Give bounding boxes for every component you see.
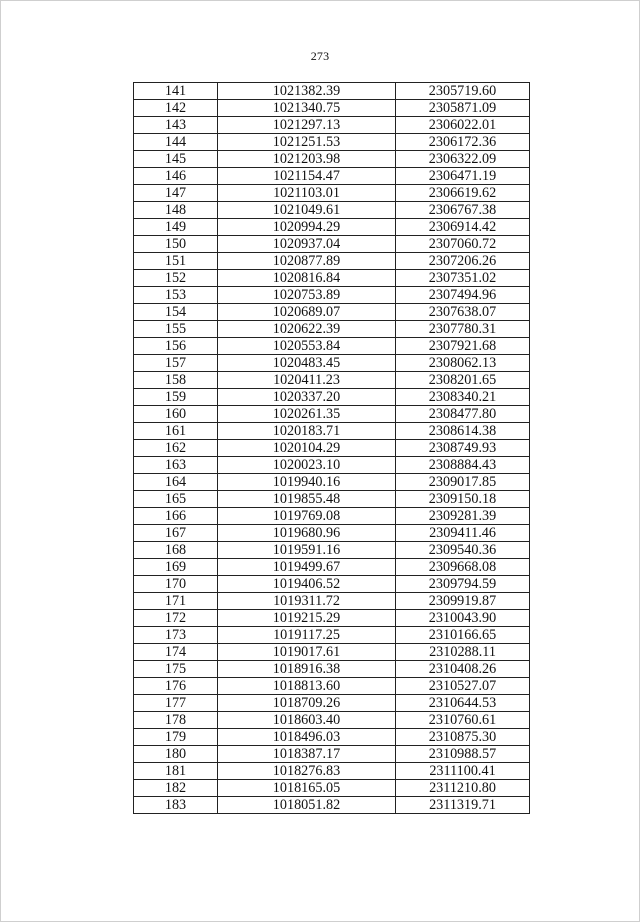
y-coordinate-cell: 2308340.21 xyxy=(396,389,530,406)
y-coordinate-cell: 2305871.09 xyxy=(396,100,530,117)
x-coordinate-cell: 1019680.96 xyxy=(218,525,396,542)
point-number-cell: 146 xyxy=(134,168,218,185)
y-coordinate-cell: 2309540.36 xyxy=(396,542,530,559)
y-coordinate-cell: 2306767.38 xyxy=(396,202,530,219)
point-number-cell: 179 xyxy=(134,729,218,746)
table-row xyxy=(134,372,530,389)
table-row xyxy=(134,202,530,219)
y-coordinate-cell: 2305719.60 xyxy=(396,83,530,100)
x-coordinate-cell: 1019591.16 xyxy=(218,542,396,559)
y-coordinate-cell: 2306619.62 xyxy=(396,185,530,202)
point-number-cell: 151 xyxy=(134,253,218,270)
point-number-cell: 176 xyxy=(134,678,218,695)
table-row xyxy=(134,508,530,525)
x-coordinate-cell: 1020483.45 xyxy=(218,355,396,372)
table-row xyxy=(134,746,530,763)
x-coordinate-cell: 1018165.05 xyxy=(218,780,396,797)
y-coordinate-cell: 2306022.01 xyxy=(396,117,530,134)
point-number-cell: 163 xyxy=(134,457,218,474)
y-coordinate-cell: 2310043.90 xyxy=(396,610,530,627)
table-row xyxy=(134,100,530,117)
x-coordinate-cell: 1018496.03 xyxy=(218,729,396,746)
y-coordinate-cell: 2309017.85 xyxy=(396,474,530,491)
table-row xyxy=(134,440,530,457)
y-coordinate-cell: 2310166.65 xyxy=(396,627,530,644)
y-coordinate-cell: 2308201.65 xyxy=(396,372,530,389)
y-coordinate-cell: 2310875.30 xyxy=(396,729,530,746)
table-row xyxy=(134,406,530,423)
x-coordinate-cell: 1021154.47 xyxy=(218,168,396,185)
y-coordinate-cell: 2308477.80 xyxy=(396,406,530,423)
point-number-cell: 168 xyxy=(134,542,218,559)
point-number-cell: 177 xyxy=(134,695,218,712)
x-coordinate-cell: 1018916.38 xyxy=(218,661,396,678)
y-coordinate-cell: 2309150.18 xyxy=(396,491,530,508)
point-number-cell: 174 xyxy=(134,644,218,661)
y-coordinate-cell: 2309668.08 xyxy=(396,559,530,576)
table-row xyxy=(134,695,530,712)
y-coordinate-cell: 2306914.42 xyxy=(396,219,530,236)
y-coordinate-cell: 2307921.68 xyxy=(396,338,530,355)
y-coordinate-cell: 2306172.36 xyxy=(396,134,530,151)
x-coordinate-cell: 1018387.17 xyxy=(218,746,396,763)
point-number-cell: 169 xyxy=(134,559,218,576)
table-row xyxy=(134,185,530,202)
table-row xyxy=(134,270,530,287)
table-row xyxy=(134,151,530,168)
point-number-cell: 158 xyxy=(134,372,218,389)
point-number-cell: 166 xyxy=(134,508,218,525)
table-row xyxy=(134,644,530,661)
point-number-cell: 172 xyxy=(134,610,218,627)
y-coordinate-cell: 2310644.53 xyxy=(396,695,530,712)
table-row xyxy=(134,576,530,593)
table-row xyxy=(134,134,530,151)
table-row xyxy=(134,219,530,236)
point-number-cell: 182 xyxy=(134,780,218,797)
page-border-left xyxy=(0,0,1,922)
x-coordinate-cell: 1020937.04 xyxy=(218,236,396,253)
point-number-cell: 142 xyxy=(134,100,218,117)
table-row xyxy=(134,661,530,678)
point-number-cell: 152 xyxy=(134,270,218,287)
table-row xyxy=(134,542,530,559)
table-row xyxy=(134,236,530,253)
x-coordinate-cell: 1018709.26 xyxy=(218,695,396,712)
y-coordinate-cell: 2309919.87 xyxy=(396,593,530,610)
x-coordinate-cell: 1021103.01 xyxy=(218,185,396,202)
table-row xyxy=(134,117,530,134)
y-coordinate-cell: 2306471.19 xyxy=(396,168,530,185)
page-border-top xyxy=(0,0,640,1)
x-coordinate-cell: 1020553.84 xyxy=(218,338,396,355)
x-coordinate-cell: 1019769.08 xyxy=(218,508,396,525)
x-coordinate-cell: 1020261.35 xyxy=(218,406,396,423)
point-number-cell: 175 xyxy=(134,661,218,678)
y-coordinate-cell: 2308062.13 xyxy=(396,355,530,372)
point-number-cell: 159 xyxy=(134,389,218,406)
table-row xyxy=(134,253,530,270)
table-row xyxy=(134,338,530,355)
point-number-cell: 150 xyxy=(134,236,218,253)
table-row xyxy=(134,168,530,185)
y-coordinate-cell: 2307060.72 xyxy=(396,236,530,253)
table-row xyxy=(134,610,530,627)
x-coordinate-cell: 1019499.67 xyxy=(218,559,396,576)
point-number-cell: 180 xyxy=(134,746,218,763)
table-row xyxy=(134,321,530,338)
table-row xyxy=(134,83,530,100)
y-coordinate-cell: 2307206.26 xyxy=(396,253,530,270)
y-coordinate-cell: 2308884.43 xyxy=(396,457,530,474)
point-number-cell: 181 xyxy=(134,763,218,780)
y-coordinate-cell: 2308614.38 xyxy=(396,423,530,440)
y-coordinate-cell: 2310288.11 xyxy=(396,644,530,661)
x-coordinate-cell: 1020183.71 xyxy=(218,423,396,440)
point-number-cell: 183 xyxy=(134,797,218,814)
x-coordinate-cell: 1020877.89 xyxy=(218,253,396,270)
page-number: 273 xyxy=(310,49,330,63)
table-row xyxy=(134,763,530,780)
table-row xyxy=(134,423,530,440)
x-coordinate-cell: 1021297.13 xyxy=(218,117,396,134)
x-coordinate-cell: 1018051.82 xyxy=(218,797,396,814)
table-row xyxy=(134,457,530,474)
point-number-cell: 165 xyxy=(134,491,218,508)
point-number-cell: 170 xyxy=(134,576,218,593)
table-row xyxy=(134,287,530,304)
y-coordinate-cell: 2308749.93 xyxy=(396,440,530,457)
point-number-cell: 167 xyxy=(134,525,218,542)
table-row xyxy=(134,559,530,576)
point-number-cell: 156 xyxy=(134,338,218,355)
y-coordinate-cell: 2310988.57 xyxy=(396,746,530,763)
point-number-cell: 147 xyxy=(134,185,218,202)
x-coordinate-cell: 1020816.84 xyxy=(218,270,396,287)
point-number-cell: 173 xyxy=(134,627,218,644)
y-coordinate-cell: 2307351.02 xyxy=(396,270,530,287)
x-coordinate-cell: 1019940.16 xyxy=(218,474,396,491)
point-number-cell: 160 xyxy=(134,406,218,423)
point-number-cell: 164 xyxy=(134,474,218,491)
x-coordinate-cell: 1020622.39 xyxy=(218,321,396,338)
x-coordinate-cell: 1020023.10 xyxy=(218,457,396,474)
table-row xyxy=(134,474,530,491)
x-coordinate-cell: 1018276.83 xyxy=(218,763,396,780)
y-coordinate-cell: 2310527.07 xyxy=(396,678,530,695)
point-number-cell: 153 xyxy=(134,287,218,304)
x-coordinate-cell: 1021203.98 xyxy=(218,151,396,168)
point-number-cell: 161 xyxy=(134,423,218,440)
table-row xyxy=(134,389,530,406)
x-coordinate-cell: 1019311.72 xyxy=(218,593,396,610)
y-coordinate-cell: 2309794.59 xyxy=(396,576,530,593)
y-coordinate-cell: 2307638.07 xyxy=(396,304,530,321)
table-row xyxy=(134,797,530,814)
point-number-cell: 144 xyxy=(134,134,218,151)
coordinate-table-body xyxy=(134,83,530,814)
x-coordinate-cell: 1020994.29 xyxy=(218,219,396,236)
y-coordinate-cell: 2310760.61 xyxy=(396,712,530,729)
y-coordinate-cell: 2307494.96 xyxy=(396,287,530,304)
x-coordinate-cell: 1019117.25 xyxy=(218,627,396,644)
table-row xyxy=(134,355,530,372)
x-coordinate-cell: 1020689.07 xyxy=(218,304,396,321)
x-coordinate-cell: 1019017.61 xyxy=(218,644,396,661)
point-number-cell: 149 xyxy=(134,219,218,236)
table-row xyxy=(134,304,530,321)
table-row xyxy=(134,780,530,797)
x-coordinate-cell: 1018603.40 xyxy=(218,712,396,729)
x-coordinate-cell: 1021251.53 xyxy=(218,134,396,151)
point-number-cell: 157 xyxy=(134,355,218,372)
x-coordinate-cell: 1020337.20 xyxy=(218,389,396,406)
coordinate-table xyxy=(133,82,530,814)
x-coordinate-cell: 1021382.39 xyxy=(218,83,396,100)
y-coordinate-cell: 2311210.80 xyxy=(396,780,530,797)
table-row xyxy=(134,712,530,729)
x-coordinate-cell: 1021049.61 xyxy=(218,202,396,219)
x-coordinate-cell: 1020753.89 xyxy=(218,287,396,304)
y-coordinate-cell: 2311100.41 xyxy=(396,763,530,780)
y-coordinate-cell: 2311319.71 xyxy=(396,797,530,814)
table-row xyxy=(134,627,530,644)
y-coordinate-cell: 2309411.46 xyxy=(396,525,530,542)
point-number-cell: 141 xyxy=(134,83,218,100)
x-coordinate-cell: 1019215.29 xyxy=(218,610,396,627)
x-coordinate-cell: 1021340.75 xyxy=(218,100,396,117)
table-row xyxy=(134,491,530,508)
x-coordinate-cell: 1019406.52 xyxy=(218,576,396,593)
point-number-cell: 154 xyxy=(134,304,218,321)
x-coordinate-cell: 1020104.29 xyxy=(218,440,396,457)
y-coordinate-cell: 2307780.31 xyxy=(396,321,530,338)
x-coordinate-cell: 1020411.23 xyxy=(218,372,396,389)
y-coordinate-cell: 2310408.26 xyxy=(396,661,530,678)
table-row xyxy=(134,593,530,610)
point-number-cell: 148 xyxy=(134,202,218,219)
table-row xyxy=(134,525,530,542)
table-row xyxy=(134,678,530,695)
point-number-cell: 178 xyxy=(134,712,218,729)
point-number-cell: 145 xyxy=(134,151,218,168)
y-coordinate-cell: 2309281.39 xyxy=(396,508,530,525)
point-number-cell: 171 xyxy=(134,593,218,610)
y-coordinate-cell: 2306322.09 xyxy=(396,151,530,168)
point-number-cell: 162 xyxy=(134,440,218,457)
x-coordinate-cell: 1019855.48 xyxy=(218,491,396,508)
table-row xyxy=(134,729,530,746)
x-coordinate-cell: 1018813.60 xyxy=(218,678,396,695)
point-number-cell: 155 xyxy=(134,321,218,338)
point-number-cell: 143 xyxy=(134,117,218,134)
